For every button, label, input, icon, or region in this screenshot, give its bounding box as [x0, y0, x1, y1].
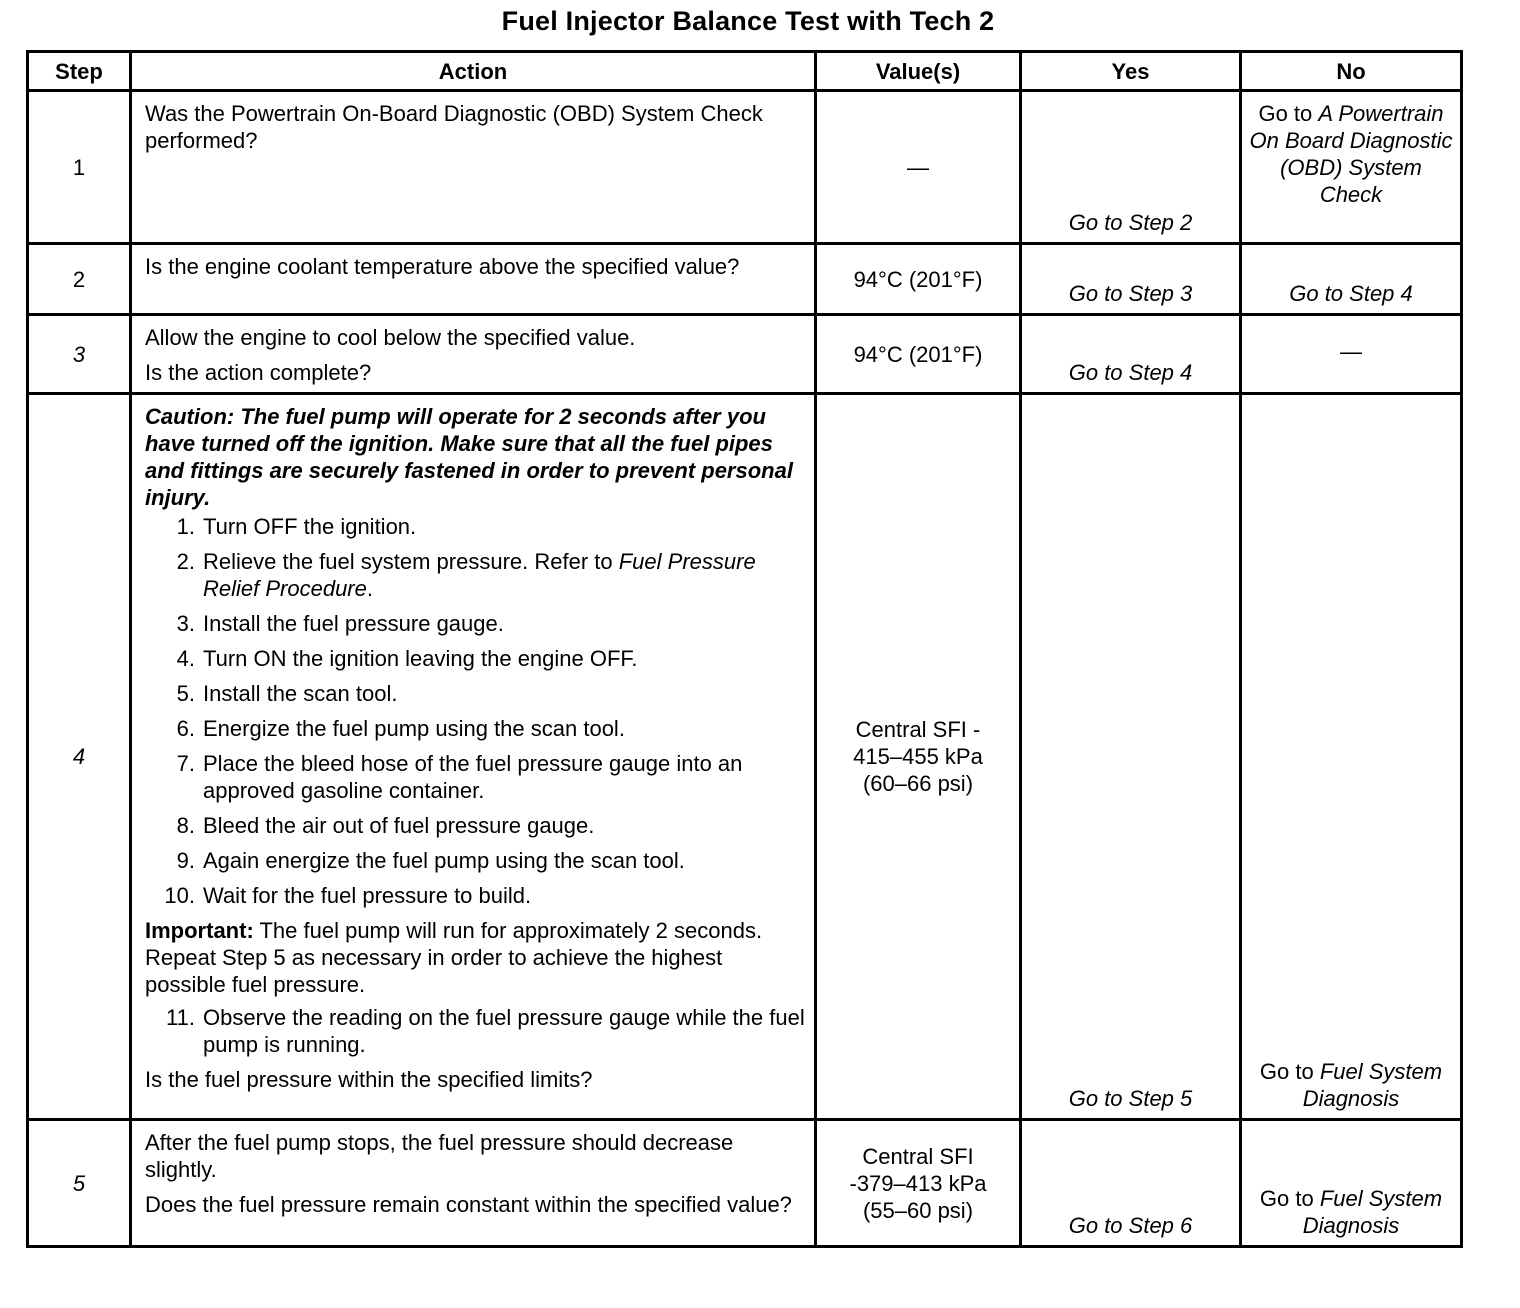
- value-cell: [816, 91, 1021, 244]
- action-question: Is the action complete?: [145, 360, 372, 385]
- table-row: [28, 1120, 1462, 1247]
- list-item: 10. Wait for the fuel pressure to build.: [164, 883, 532, 908]
- important-text: The fuel pump will run for approximately 2 seconds. Repeat Step 5 as necessary in order to achieve the highest possible fuel pressure.: [145, 918, 763, 997]
- list-item: 5. Install the scan tool.: [176, 681, 398, 706]
- list-item: 11. Observe the reading on the fuel pressure gauge while the fuel pump is running.: [166, 1005, 805, 1057]
- list-item: 1. Turn OFF the ignition.: [176, 514, 417, 539]
- no-reference: Fuel System Diagnosis: [1302, 1186, 1443, 1238]
- value-cell: 94°C (201°F): [816, 315, 1021, 394]
- step-number: 4: [28, 394, 131, 1120]
- table-row: [28, 315, 1462, 394]
- page-title: Fuel Injector Balance Test with Tech 2: [501, 6, 995, 36]
- list-item: 9. Again energize the fuel pump using the scan tool.: [176, 848, 685, 873]
- step-number: 2: [28, 244, 131, 315]
- no-prefix: Go to: [1259, 1059, 1320, 1084]
- no-prefix: Go to: [1258, 101, 1319, 126]
- no-cell: Go to Step 4: [1241, 244, 1462, 315]
- step-number: 1: [28, 91, 131, 244]
- action-cell: [131, 1120, 816, 1247]
- no-reference: A Powertrain On Board Diagnostic (OBD) System Check: [1249, 101, 1453, 207]
- header-values: Value(s): [816, 52, 1021, 91]
- diagnostic-table: [26, 50, 1463, 1248]
- list-item: 2. Relieve the fuel system pressure. Refer to Fuel Pressure Relief Procedure.: [176, 549, 756, 601]
- header-yes: Yes: [1021, 52, 1241, 91]
- value-line: (55–60 psi): [862, 1197, 974, 1223]
- table-row: [28, 244, 1462, 315]
- action-question: Is the fuel pressure within the specified limits?: [145, 1067, 593, 1092]
- value-line: Central SFI: [862, 1143, 974, 1169]
- yes-cell: Go to Step 4: [1021, 315, 1241, 394]
- yes-cell: Go to Step 5: [1021, 394, 1241, 1120]
- no-cell: [1241, 91, 1462, 244]
- header-step: Step: [28, 52, 131, 91]
- action-question: Does the fuel pressure remain constant within the specified value?: [145, 1192, 792, 1217]
- action-cell: [131, 244, 816, 315]
- yes-cell: Go to Step 2: [1021, 91, 1241, 244]
- value-line: (60–66 psi): [862, 771, 974, 796]
- action-cell: [131, 394, 816, 1120]
- value-line: 415–455 kPa: [853, 744, 983, 769]
- header-row: [28, 52, 1462, 91]
- important-label: Important:: [145, 918, 254, 943]
- value-cell: [816, 1120, 1021, 1247]
- yes-cell: Go to Step 6: [1021, 1120, 1241, 1247]
- value-cell: 94°C (201°F): [816, 244, 1021, 315]
- no-cell: [1241, 394, 1462, 1120]
- value-cell: [816, 394, 1021, 1120]
- action-text: Was the Powertrain On-Board Diagnostic (OBD) System Check performed?: [145, 101, 763, 153]
- no-prefix: Go to: [1259, 1186, 1320, 1211]
- action-text: After the fuel pump stops, the fuel pressure should decrease slightly.: [145, 1130, 734, 1182]
- yes-cell: Go to Step 3: [1021, 244, 1241, 315]
- list-item: 8. Bleed the air out of fuel pressure gauge.: [176, 813, 595, 838]
- step-number: 5: [28, 1120, 131, 1247]
- value-text: —: [907, 154, 929, 180]
- list-item: 6. Energize the fuel pump using the scan tool.: [176, 716, 625, 741]
- important-note: [145, 917, 806, 998]
- action-cell: [131, 315, 816, 394]
- list-item: 3. Install the fuel pressure gauge.: [176, 611, 504, 636]
- action-cell: [131, 91, 816, 244]
- value-line: -379–413 kPa: [849, 1170, 987, 1196]
- table-row: [28, 394, 1462, 1120]
- header-action: Action: [131, 52, 816, 91]
- action-text: Allow the engine to cool below the specified value.: [145, 325, 636, 350]
- table-row: [28, 91, 1462, 244]
- procedure-list-continued: [145, 1004, 806, 1058]
- value-line: Central SFI -: [855, 717, 981, 742]
- procedure-reference: Fuel Pressure Relief Procedure: [203, 549, 756, 601]
- list-item: 7. Place the bleed hose of the fuel pressure gauge into an approved gasoline container.: [176, 751, 743, 803]
- no-cell: [1241, 1120, 1462, 1247]
- header-no: No: [1241, 52, 1462, 91]
- step-number: 3: [28, 315, 131, 394]
- list-item: 4. Turn ON the ignition leaving the engine OFF.: [176, 646, 638, 671]
- action-text: Is the engine coolant temperature above the specified value?: [145, 254, 740, 279]
- procedure-list: [145, 513, 806, 909]
- caution-note: Caution: The fuel pump will operate for 2 seconds after you have turned off the ignition. Make sure that all the fuel pipes and fittings are securely fastened in order to prevent personal injury.: [145, 404, 793, 510]
- no-cell: —: [1241, 315, 1462, 394]
- no-reference: Fuel System Diagnosis: [1302, 1059, 1443, 1111]
